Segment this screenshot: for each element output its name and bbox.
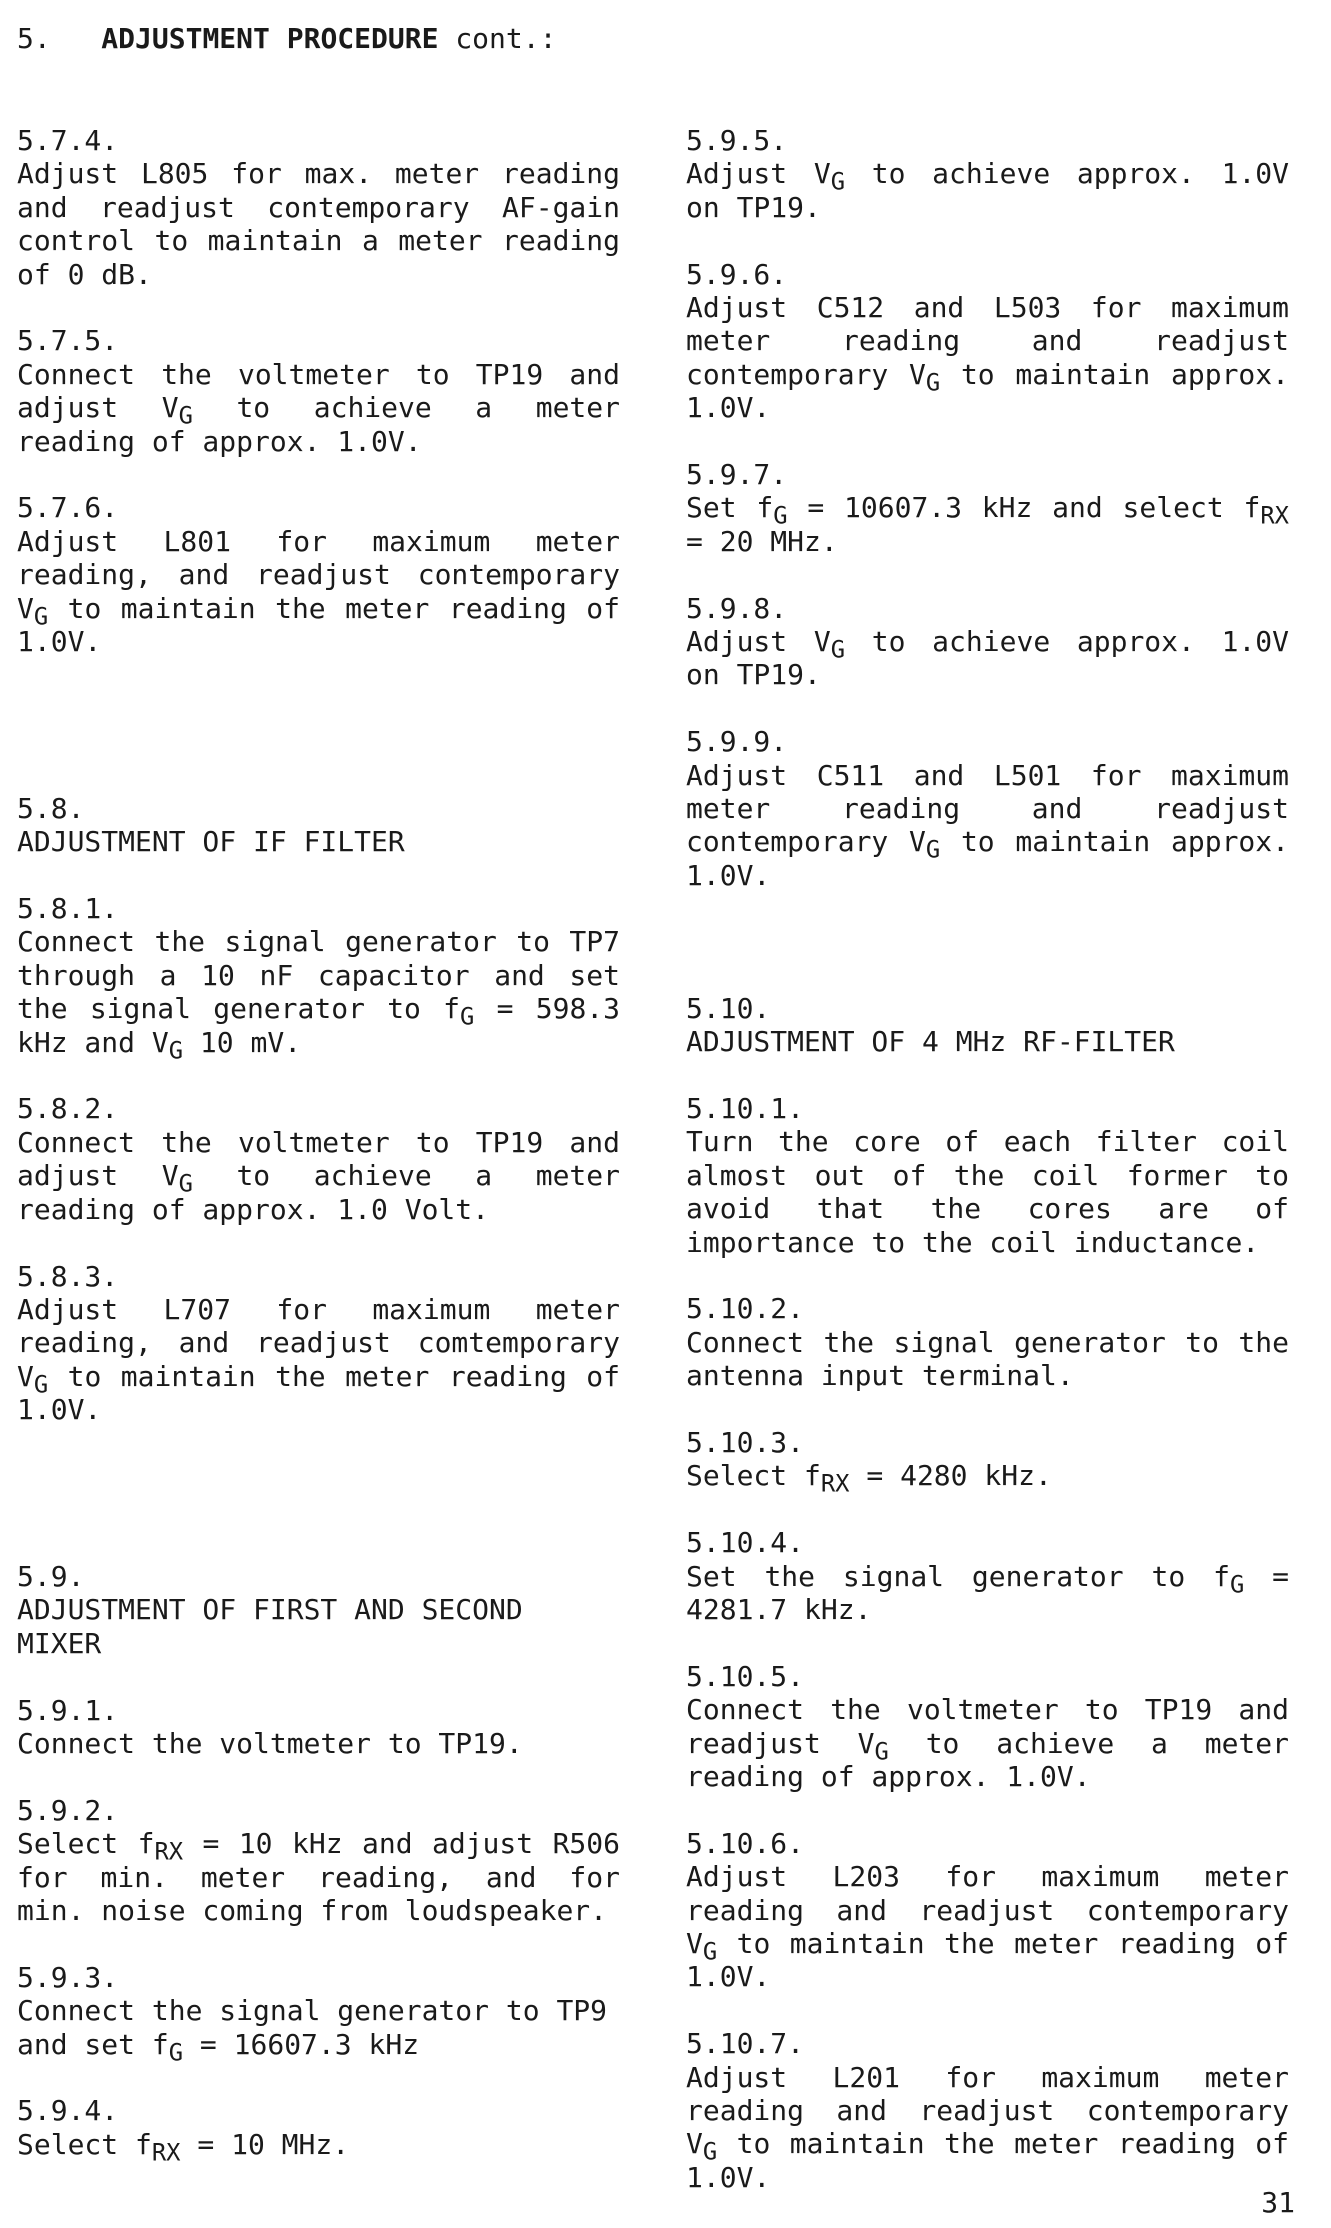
section-number: 5.	[17, 22, 51, 55]
step-text: Adjust L707 for maximum meter reading, and readjust comtemporary $V_G$ to maintain the meter reading of 1.0V.	[17, 1292, 620, 1427]
step-text: Adjust C512 and L503 for maximum meter reading and readjust contemporary $V_G$ to maintain approx. 1.0V.	[686, 291, 1289, 425]
section-title: ADJUSTMENT PROCEDURE	[101, 22, 439, 55]
step-number: 5.10.2.	[686, 1292, 805, 1326]
step-5-9-3	[17, 1960, 620, 2067]
right-column	[686, 124, 1289, 2228]
step-text: Connect the signal generator to the antenna input terminal.	[686, 1325, 1289, 1393]
step-5-10-7	[686, 2027, 1289, 2194]
step-text: Adjust L805 for max. meter reading and readjust contemporary AF-gain control to maintain a meter reading of 0 dB.	[17, 157, 620, 291]
step-text: Adjust L801 for maximum meter reading, and readjust contemporary $V_G$ to maintain the meter reading of 1.0V.	[17, 524, 620, 659]
step-number: 5.7.6.	[17, 491, 119, 525]
step-number: 5.8.2.	[17, 1092, 119, 1126]
step-text: Select $f_{RX} = 4280$ kHz.	[686, 1459, 1052, 1498]
step-5-9-1	[17, 1694, 620, 1761]
step-number: 5.9.9.	[686, 725, 788, 759]
step-5-10-1	[686, 1092, 1289, 1259]
spacer	[686, 926, 1289, 992]
step-5-9-7	[686, 458, 1289, 558]
step-5-9-9	[686, 725, 1289, 892]
step-5-10-5	[686, 1660, 1289, 1794]
step-text: Set $f_G = 10607.3$ kHz and select $f_{RX} = 20$ MHz.	[686, 491, 1289, 558]
section-5-9	[17, 1560, 620, 1660]
step-number: 5.8.1.	[17, 892, 119, 926]
step-text: Connect the voltmeter to TP19 and adjust $V_G$ to achieve a meter reading of approx. 1.0V.	[17, 357, 620, 458]
step-5-9-6	[686, 258, 1289, 425]
step-number: 5.10.6.	[686, 1826, 805, 1860]
section-heading: ADJUSTMENT OF IF FILTER	[17, 825, 405, 859]
step-number: 5.9.3.	[17, 1960, 119, 1994]
page-header	[17, 22, 556, 55]
step-text: Adjust L201 for maximum meter reading and readjust contemporary $V_G$ to maintain the meter reading of 1.0V.	[686, 2060, 1289, 2194]
step-number: 5.10.1.	[686, 1091, 805, 1125]
left-column	[17, 124, 620, 2195]
step-5-7-4	[17, 124, 620, 291]
step-text: Connect the signal generator to TP7 through a 10 nF capacitor and set the signal generator to $f_G = 598.3$ kHz and $V_G$ 10 mV.	[17, 925, 621, 1065]
step-number: 5.9.1.	[17, 1693, 119, 1727]
step-5-9-2	[17, 1794, 620, 1928]
step-text: Adjust L203 for maximum meter reading and readjust contemporary $V_G$ to maintain the meter reading of 1.0V.	[686, 1860, 1289, 1994]
step-text: Connect the voltmeter to TP19 and readjust $V_G$ to achieve a meter reading of approx. 1.0V.	[686, 1693, 1290, 1793]
step-text: Select $f_{RX} = 10$ MHz.	[17, 2127, 350, 2167]
section-5-10	[686, 992, 1289, 1059]
section-number: 5.9.	[17, 1559, 85, 1593]
step-5-8-3	[17, 1260, 620, 1427]
step-number: 5.9.5.	[686, 124, 788, 157]
step-text: Connect the signal generator to TP9 and set $f_G = 16607.3$ kHz	[17, 1994, 608, 2067]
step-text: Adjust $V_G$ to achieve approx. 1.0V on TP19.	[686, 157, 1290, 224]
step-text: Turn the core of each filter coil almost out of the coil former to avoid that the cores are of importance to the coil inductance.	[686, 1125, 1289, 1259]
step-text: Connect the voltmeter to TP19.	[17, 1726, 523, 1760]
page-number: 31	[1261, 2186, 1295, 2219]
spacer	[17, 1460, 620, 1560]
step-number: 5.8.3.	[17, 1259, 119, 1293]
step-number: 5.9.7.	[686, 458, 788, 492]
step-5-9-8	[686, 592, 1289, 692]
step-number: 5.9.6.	[686, 257, 788, 291]
step-5-8-1	[17, 892, 621, 1065]
step-number: 5.10.3.	[686, 1425, 805, 1459]
step-5-8-2	[17, 1092, 620, 1226]
step-number: 5.7.5.	[17, 324, 119, 358]
step-text: Connect the voltmeter to TP19 and adjust $V_G$ to achieve a meter reading of approx. 1.0 Volt.	[17, 1125, 620, 1226]
step-number: 5.9.4.	[17, 2094, 119, 2128]
step-number: 5.10.4.	[686, 1526, 805, 1560]
step-5-9-4	[17, 2094, 620, 2167]
step-5-10-4	[686, 1526, 1289, 1626]
step-5-7-5	[17, 324, 620, 458]
section-heading: ADJUSTMENT OF FIRST AND SECOND MIXER	[17, 1593, 523, 1660]
spacer	[17, 692, 620, 792]
step-number: 5.10.7.	[686, 2027, 805, 2061]
section-number: 5.10.	[686, 991, 771, 1025]
step-number: 5.9.8.	[686, 591, 788, 625]
step-text: Set the signal generator to $f_G = 4281.7$ kHz.	[686, 1559, 1289, 1626]
section-5-8	[17, 792, 620, 859]
step-5-10-2	[686, 1292, 1289, 1392]
step-text: Select $f_{RX} = 10$ kHz and adjust R506 for min. meter reading, and for min. noise coming from loudspeaker.	[17, 1827, 620, 1927]
step-number: 5.7.4.	[17, 124, 119, 157]
section-suffix: cont.:	[455, 22, 557, 55]
step-number: 5.10.5.	[686, 1659, 805, 1693]
step-5-9-5	[686, 124, 1289, 224]
step-5-7-6	[17, 491, 620, 658]
step-number: 5.9.2.	[17, 1793, 119, 1827]
step-text: Adjust C511 and L501 for maximum meter reading and readjust contemporary $V_G$ to maintain approx. 1.0V.	[686, 758, 1289, 892]
step-5-10-6	[686, 1827, 1289, 1994]
step-text: Adjust $V_G$ to achieve approx. 1.0V on TP19.	[686, 625, 1290, 692]
section-number: 5.8.	[17, 791, 85, 825]
section-heading: ADJUSTMENT OF 4 MHz RF-FILTER	[686, 1025, 1175, 1059]
step-5-10-3	[686, 1425, 1289, 1498]
